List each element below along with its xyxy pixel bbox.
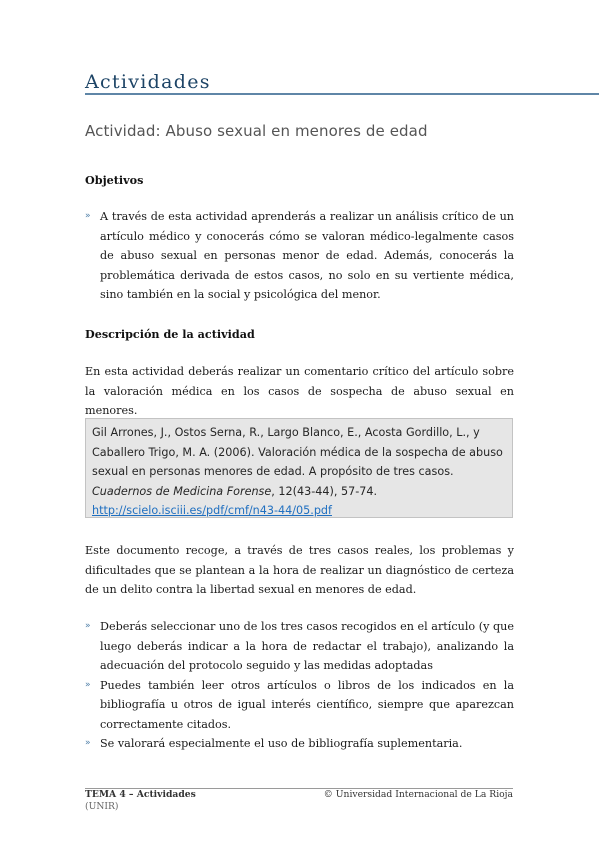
double-chevron-right-icon: » — [85, 211, 91, 221]
instruction-text: Puedes también leer otros artículos o libros de los indicados en la bibliografía u otros de igual interés científico, siempre que aparezcan correctamente citados. — [100, 678, 514, 731]
list-item — [85, 207, 514, 305]
objectives-heading: Objetivos — [85, 173, 144, 187]
objectives-list — [85, 207, 514, 305]
page-heading: Actividades — [85, 71, 211, 93]
footer-topic: TEMA 4 – Actividades — [85, 789, 196, 800]
footer-institution: (UNIR) — [85, 800, 119, 812]
list-item — [85, 676, 514, 735]
instruction-text: Deberás seleccionar uno de los tres casos recogidos en el artículo (y que luego deberás indicar a la hora de redactar el trabajo), analizando la adecuación del protocolo seguido y las medidas adoptadas — [100, 620, 514, 672]
reference-box — [85, 418, 513, 518]
instructions-list — [85, 617, 514, 754]
list-item — [85, 617, 514, 676]
double-chevron-right-icon: » — [85, 679, 91, 690]
reference-journal: Cuadernos de Medicina Forense — [92, 484, 272, 498]
description-heading: Descripción de la actividad — [85, 327, 255, 341]
double-chevron-right-icon: » — [85, 738, 91, 748]
heading-rule — [85, 93, 599, 95]
reference-link[interactable]: http://scielo.isciii.es/pdf/cmf/n43-44/05.pdf — [92, 504, 332, 517]
reference-details: , 12(43-44), 57-74. — [271, 484, 378, 498]
double-chevron-right-icon: » — [85, 621, 91, 631]
reference-authors-title: Gil Arrones, J., Ostos Serna, R., Largo Blanco, E., Acosta Gordillo, L., y Caballero Trigo, M. A. (2006). Valoración médica de la sospecha de abuso sexual en personas menores de edad. A propósito de tres casos. — [92, 426, 503, 478]
footer-topic-block — [85, 789, 196, 812]
list-item — [85, 734, 514, 754]
objective-text: A través de esta actividad aprenderás a realizar un análisis crítico de un artículo médico y conocerás cómo se valoran médico-legalmente casos de abuso sexual en personas menor de edad. Además, conocerás la problemática derivada de estos casos, no solo en su vertiente médica, sino también en la social y psicológica del menor. — [100, 210, 514, 301]
footer-copyright: © Universidad Internacional de La Rioja — [323, 789, 513, 800]
activity-title: Actividad: Abuso sexual en menores de edad — [85, 122, 428, 140]
description-intro: En esta actividad deberás realizar un comentario crítico del artículo sobre la valoración médica en los casos de sospecha de abuso sexual en menores. — [85, 365, 514, 417]
description-body: Este documento recoge, a través de tres casos reales, los problemas y dificultades que se plantean a la hora de realizar un diagnóstico de certeza de un delito contra la libertad sexual en menores de edad. — [85, 544, 514, 596]
instruction-text: Se valorará especialmente el uso de bibliografía suplementaria. — [100, 737, 463, 750]
